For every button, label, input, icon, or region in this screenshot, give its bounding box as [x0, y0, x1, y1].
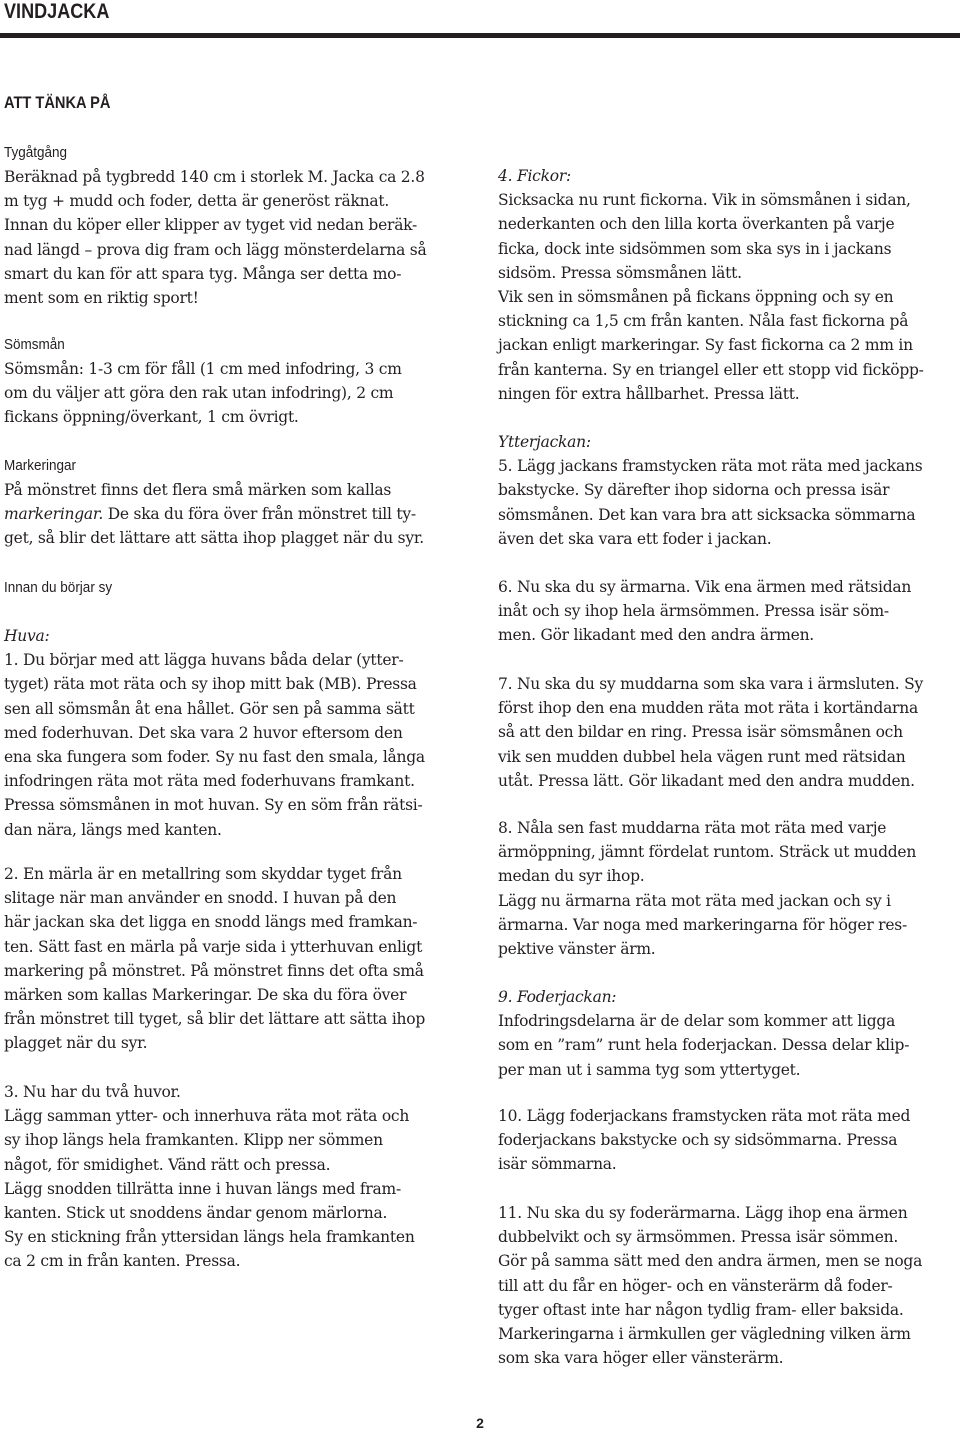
text-line: 11. Nu ska du sy foderärmarna. Lägg ihop ena ärmen: [498, 1204, 908, 1222]
huva-label: Huva:: [4, 627, 50, 645]
tygatgang-section: [4, 141, 464, 310]
step-7-section: [498, 672, 956, 793]
text-line: ningen för extra hållbarhet. Pressa lätt.: [498, 384, 800, 403]
text-line: men. Gör likadant med den andra ärmen.: [498, 626, 814, 645]
ytterjackan-section: [498, 430, 956, 551]
text-line: som ska vara höger eller vänsterärm.: [498, 1349, 784, 1368]
text-line: tyget) räta mot räta och sy ihop mitt bak (MB). Pressa: [4, 675, 417, 694]
text-line: nad längd – prova dig fram och lägg mönsterdelarna så: [4, 240, 427, 259]
text-line: Sömsmån: 1-3 cm för fåll (1 cm med infodring, 3 cm: [4, 360, 402, 378]
text-line: även det ska vara ett foder i jackan.: [498, 529, 772, 548]
text-line: sidsöm. Pressa sömsmånen lätt.: [498, 263, 742, 282]
text-line: som en ”ram” runt hela foderjackan. Dessa delar klip-: [498, 1036, 910, 1055]
text-line: Lägg samman ytter- och innerhuva räta mot räta och: [4, 1107, 410, 1126]
text-line: smart du kan för att spara tyg. Många ser detta mo-: [4, 264, 402, 283]
text-line: infodringen räta mot räta med foderhuvans framkant.: [4, 772, 415, 791]
text-line: dubbelvikt och sy ärmsömmen. Pressa isär sömmen.: [498, 1228, 899, 1247]
fickor-section: [498, 164, 956, 406]
text-span: De ska du föra över från mönstret till ty-: [103, 505, 416, 524]
text-line: så att den bildar en ring. Pressa isär sömsmånen och: [498, 723, 903, 742]
text-line: isär sömmarna.: [498, 1155, 617, 1174]
text-line: 2. En märla är en metallring som skyddar tyget från: [4, 865, 402, 883]
text-line: kanten. Stick ut snoddens ändar genom märlorna.: [4, 1204, 388, 1223]
text-line: Infodringsdelarna är de delar som kommer att ligga: [498, 1012, 896, 1031]
text-line: ment som en riktig sport!: [4, 289, 199, 308]
text-line: medan du syr ihop.: [498, 867, 645, 886]
huva-section: [4, 624, 464, 842]
text-line: nederkanten och den lilla korta överkanten på varje: [498, 215, 895, 234]
text-line: Lägg snodden tillrätta inne i huvan längs med fram-: [4, 1179, 401, 1198]
text-line: från kanterna. Sy en triangel eller ett stopp vid ficköpp-: [498, 360, 924, 379]
innan-heading: Innan du börjar sy: [4, 579, 113, 596]
text-line: först ihop den ena mudden räta mot räta i kortändarna: [498, 699, 918, 718]
document-title: VINDJACKA: [4, 0, 110, 23]
text-line: Markeringarna i ärmkullen ger vägledning vilken ärm: [498, 1325, 911, 1344]
text-line: 10. Lägg foderjackans framstycken räta mot räta med: [498, 1107, 911, 1125]
text-line: Beräknad på tygbredd 140 cm i storlek M. Jacka ca 2.8: [4, 168, 425, 186]
text-line: m tyg + mudd och foder, detta är generöst räknat.: [4, 192, 390, 211]
text-line: Gör på samma sätt med den andra ärmen, men se noga: [498, 1252, 923, 1271]
text-line: sen all sömsmån åt ena hållet. Gör sen på samma sätt: [4, 699, 415, 718]
innan-section: [4, 576, 464, 600]
text-line: [4, 502, 464, 526]
somsman-section: [4, 333, 464, 430]
text-line: ena ska fungera som foder. Sy nu fast den smala, långa: [4, 748, 425, 767]
text-line: ficka, dock inte sidsömmen som ska sys in i jackans: [498, 239, 892, 258]
text-line: foderjackans bakstycke och sy sidsömmarna. Pressa: [498, 1131, 898, 1150]
foderjackan-label: 9. Foderjackan:: [498, 988, 617, 1006]
text-line: utåt. Pressa lätt. Gör likadant med den andra mudden.: [498, 771, 915, 790]
text-line: Sy en stickning från yttersidan längs hela framkanten: [4, 1228, 415, 1247]
text-line: ärmarna. Var noga med markeringarna för höger res-: [498, 915, 907, 934]
text-line: 8. Nåla sen fast muddarna räta mot räta med varje: [498, 819, 887, 837]
text-line: På mönstret finns det flera små märken som kallas: [4, 481, 392, 499]
text-line: Sicksacka nu runt fickorna. Vik in sömsmånen i sidan,: [498, 191, 911, 210]
text-line: per man ut i samma tyg som yttertyget.: [498, 1060, 801, 1079]
fickor-label: 4. Fickor:: [498, 167, 571, 185]
ytterjackan-label: Ytterjackan:: [498, 433, 591, 451]
text-line: om du väljer att göra den rak utan infodring), 2 cm: [4, 384, 394, 403]
text-line: ca 2 cm in från kanten. Pressa.: [4, 1252, 241, 1271]
text-line: 6. Nu ska du sy ärmarna. Vik ena ärmen med rätsidan: [498, 578, 912, 596]
text-line: get, så blir det lättare att sätta ihop plagget när du syr.: [4, 529, 424, 548]
text-line: 7. Nu ska du sy muddarna som ska vara i ärmsluten. Sy: [498, 675, 923, 693]
text-line: med foderhuvan. Det ska vara 2 huvor eftersom den: [4, 723, 403, 742]
text-line: Innan du köper eller klipper av tyget vid nedan beräk-: [4, 216, 418, 235]
text-line: något, för smidighet. Vänd rätt och pressa.: [4, 1155, 331, 1174]
text-line: dan nära, längs med kanten.: [4, 820, 222, 839]
text-line: här jackan ska det ligga en snodd längs med framkan-: [4, 913, 418, 932]
text-line: Pressa sömsmånen in mot huvan. Sy en söm från rätsi-: [4, 796, 423, 815]
text-line: ärmöppning, jämnt fördelat runtom. Sträck ut mudden: [498, 843, 917, 862]
title-rule: [0, 33, 960, 38]
step-3-section: [4, 1080, 464, 1274]
text-line: ten. Sätt fast en märla på varje sida i ytterhuvan enligt: [4, 937, 423, 956]
text-line: inåt och sy ihop hela ärmsömmen. Pressa isär söm-: [498, 602, 889, 621]
text-line: markering på mönstret. På mönstret finns det ofta små: [4, 961, 424, 980]
step-11-section: [498, 1201, 956, 1370]
text-line: stickning ca 1,5 cm från kanten. Nåla fast fickorna på: [498, 312, 909, 331]
markeringar-section: [4, 454, 464, 551]
text-line: till att du får en höger- och en vänsterärm då foder-: [498, 1276, 893, 1295]
text-line: Vik sen in sömsmånen på fickans öppning och sy en: [498, 288, 894, 307]
text-line: jackan enligt markeringar. Sy fast fickorna ca 2 mm in: [498, 336, 913, 355]
markeringar-heading: Markeringar: [4, 457, 77, 474]
text-line: Lägg nu ärmarna räta mot räta med jackan och sy i: [498, 891, 891, 910]
text-line: bakstycke. Sy därefter ihop sidorna och pressa isär: [498, 481, 890, 500]
step-8-section: [498, 816, 956, 961]
text-line: pektive vänster ärm.: [498, 940, 656, 959]
text-line: 3. Nu har du två huvor.: [4, 1083, 181, 1101]
text-line: sy ihop längs hela framkanten. Klipp ner sömmen: [4, 1131, 383, 1150]
markeringar-term: markeringar.: [4, 505, 104, 524]
text-line: 5. Lägg jackans framstycken räta mot räta med jackans: [498, 457, 923, 476]
step-6-section: [498, 575, 956, 648]
step-2-section: [4, 862, 464, 1056]
text-line: slitage när man använder en snodd. I huvan på den: [4, 889, 397, 908]
section-heading: ATT TÄNKA PÅ: [4, 93, 111, 112]
text-line: 1. Du börjar med att lägga huvans båda delar (ytter-: [4, 651, 404, 670]
text-line: från mönstret till tyget, så blir det lättare att sätta ihop: [4, 1010, 426, 1029]
text-line: vik sen mudden dubbel hela vägen runt med rätsidan: [498, 747, 906, 766]
page-number: 2: [476, 1415, 484, 1431]
text-line: tyger oftast inte har någon tydlig fram- eller baksida.: [498, 1300, 904, 1319]
tygatgang-heading: Tygåtgång: [4, 144, 68, 161]
text-line: fickans öppning/överkant, 1 cm övrigt.: [4, 408, 299, 427]
foderjackan-section: [498, 985, 956, 1082]
text-line: märken som kallas Markeringar. De ska du föra över: [4, 986, 407, 1005]
step-10-section: [498, 1104, 956, 1177]
text-line: plagget när du syr.: [4, 1034, 148, 1053]
text-line: sömsmånen. Det kan vara bra att sicksacka sömmarna: [498, 505, 916, 524]
somsman-heading: Sömsmån: [4, 336, 65, 353]
